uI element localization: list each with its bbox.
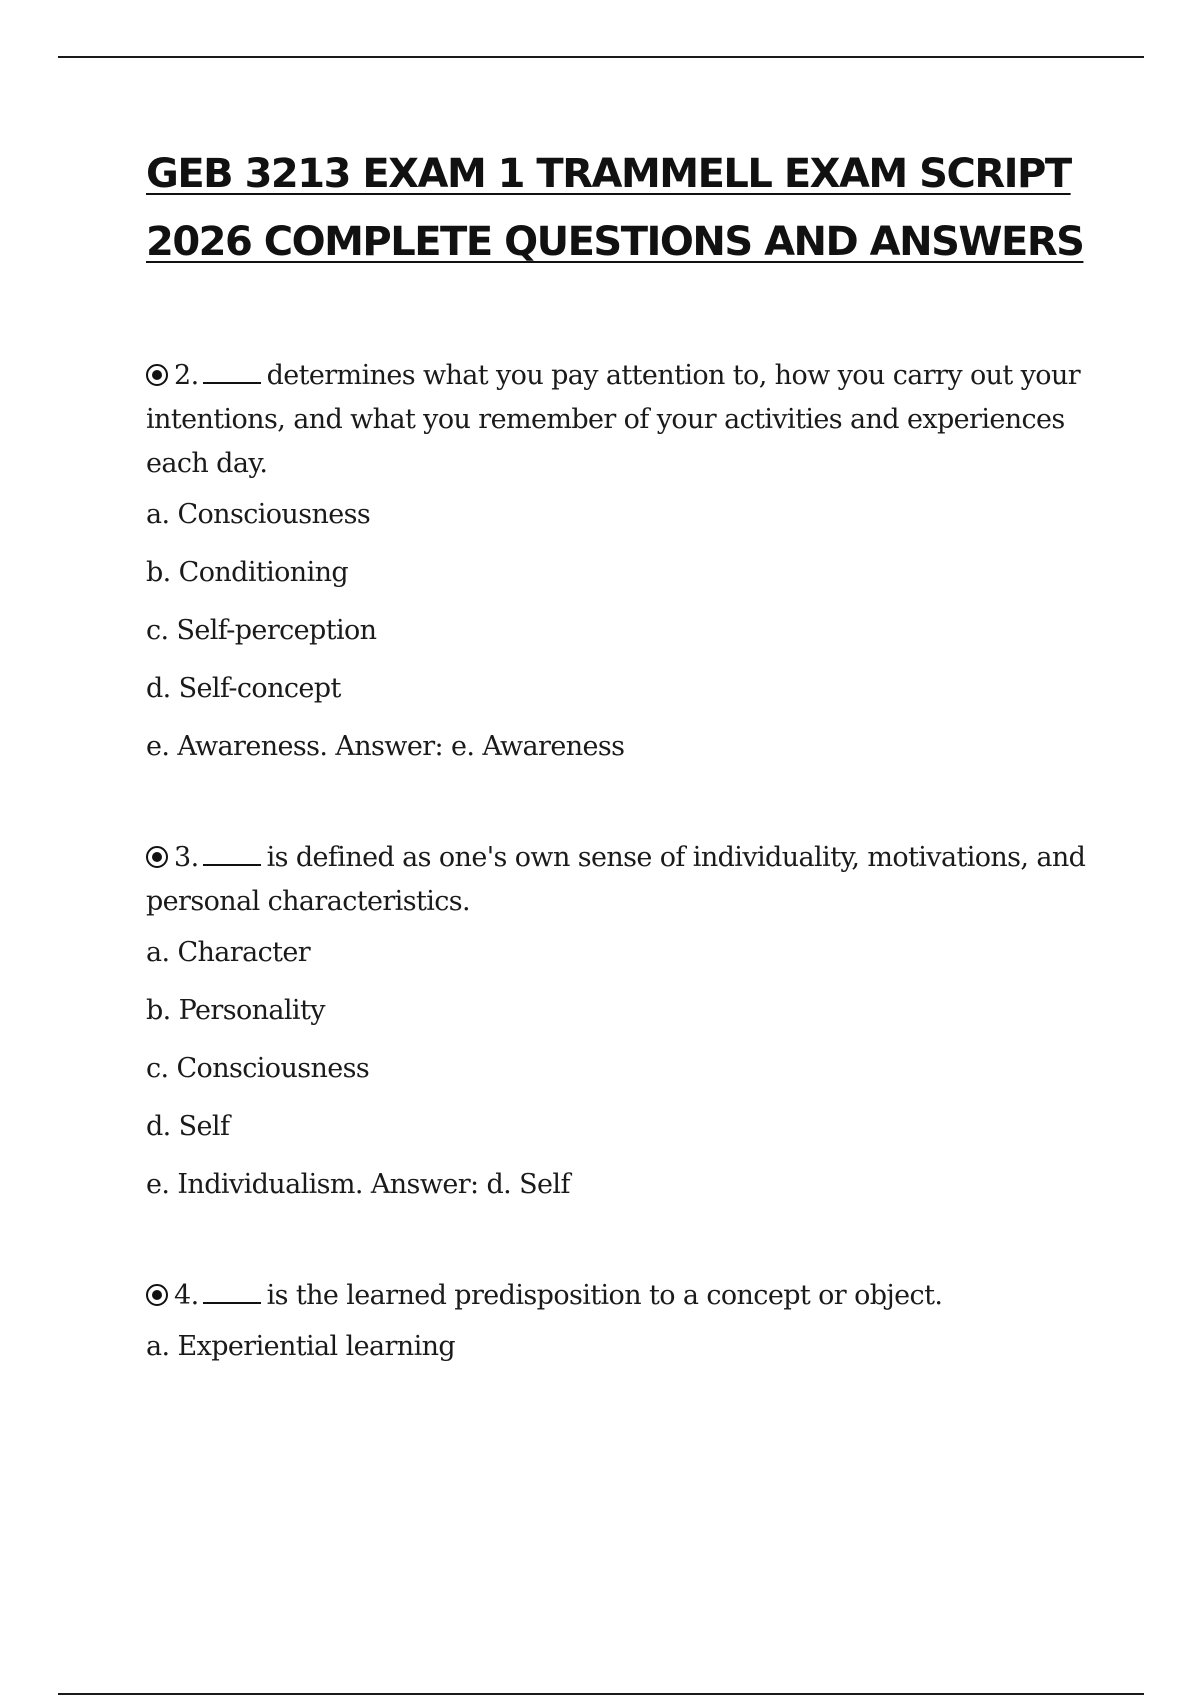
radio-bullet-icon <box>146 846 168 868</box>
question-stem: determines what you pay attention to, how you carry out your intentions, and what you remember of your activities and experiences each day. <box>146 360 1081 479</box>
option-c: c. Self-perception <box>146 615 377 646</box>
option-d: d. Self-concept <box>146 673 341 704</box>
top-rule <box>58 56 1144 58</box>
question-number: 2. <box>174 360 199 391</box>
question-stem: is defined as one's own sense of individuality, motivations, and personal characteristics. <box>146 842 1086 917</box>
radio-bullet-icon <box>146 364 168 386</box>
question-block-3 <box>146 836 1086 1200</box>
option-a: a. Consciousness <box>146 499 371 530</box>
option-b: b. Personality <box>146 995 325 1026</box>
option-c: c. Consciousness <box>146 1053 370 1084</box>
answer-blank <box>203 844 261 866</box>
option-d: d. Self <box>146 1111 230 1142</box>
title-line-1: GEB 3213 EXAM 1 TRAMMELL EXAM SCRIPT <box>146 151 1071 197</box>
option-e-answer: e. Individualism. Answer: d. Self <box>146 1169 570 1200</box>
question-text <box>146 354 1086 486</box>
question-stem: is the learned predisposition to a concept or object. <box>266 1280 943 1311</box>
answer-blank <box>203 1282 261 1304</box>
document-title <box>146 140 1086 276</box>
document-body <box>146 140 1086 1362</box>
title-line-2: 2026 COMPLETE QUESTIONS AND ANSWERS <box>146 219 1084 265</box>
option-b: b. Conditioning <box>146 557 349 588</box>
radio-bullet-icon <box>146 1284 168 1306</box>
option-a: a. Experiential learning <box>146 1331 456 1362</box>
option-e-answer: e. Awareness. Answer: e. Awareness <box>146 731 625 762</box>
bottom-rule <box>58 1693 1144 1695</box>
question-number: 4. <box>174 1280 199 1311</box>
question-text <box>146 836 1086 924</box>
question-text <box>146 1274 1086 1318</box>
question-block-4 <box>146 1274 1086 1362</box>
answer-blank <box>203 362 261 384</box>
question-number: 3. <box>174 842 199 873</box>
question-block-2 <box>146 354 1086 762</box>
option-a: a. Character <box>146 937 311 968</box>
